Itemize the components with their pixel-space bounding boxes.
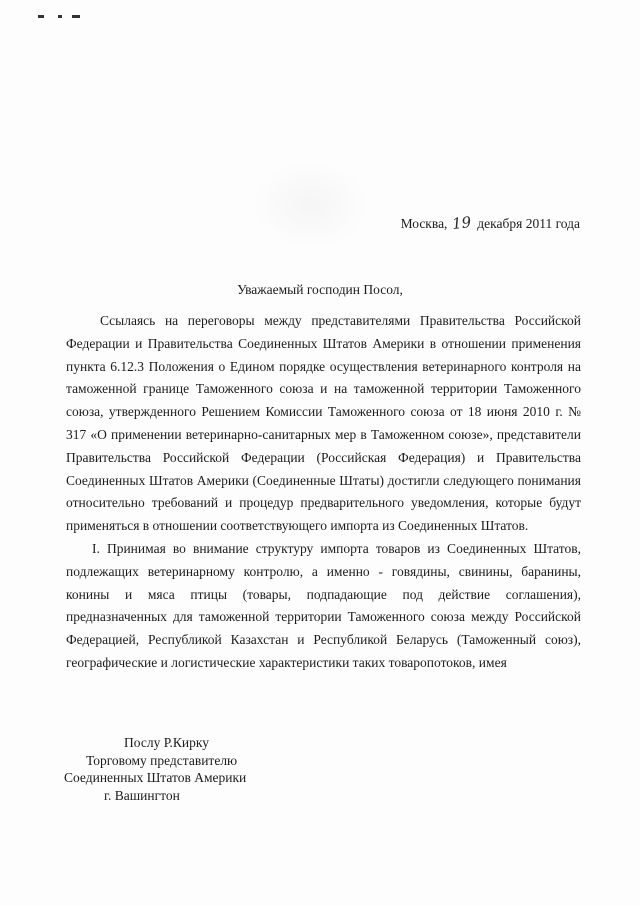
addressee-title: Торговому представителю [86,752,238,768]
salutation: Уважаемый господин Посол, [237,282,403,297]
date-suffix: декабря 2011 года [477,216,580,231]
addressee-block [64,734,246,804]
paragraph-intro: Ссылаясь на переговоры между представителями Правительства Российской Федерации и Правительства Соединенных Штатов Америки в отношении применения пункта 6.12.3 Положения о Едином порядке осуществления ветеринарного контроля на таможенной границе Таможенного союза и на таможенной территории Таможенного союза, утвержденного Решением Комиссии Таможенного союза от 18 июня 2010 г. № 317 «О применении ветеринарно-санитарных мер в Таможенном союзе», представители Правительства Российской Федерации (Российская Федерация) и Правительства Соединенных Штатов Америки (Соединенные Штаты) достигли следующего понимания относительно требований и процедур предварительного уведомления, которые будут применяться в отношении соответствующего импорта из Соединенных Штатов. [66,313,581,534]
paragraph-section-1: I. Принимая во внимание структуру импорта товаров из Соединенных Штатов, подлежащих ветеринарному контролю, а именно - говядины, свинины, баранины, конины и мяса птицы (товары, подпадающие под действие соглашения), предназначенных для таможенной территории Таможенного союза между Российской Федерацией, Республикой Казахстан и Республикой Беларусь (Таможенный союз), географические и логистические характеристики таких товаропотоков, имея [66,540,581,670]
addressee-name: Послу Р.Кирку [124,735,209,750]
addressee-city: г. Вашингтон [104,787,180,803]
date-prefix: Москва, [400,216,448,231]
handwritten-day: 19 [450,213,472,233]
date-line [401,214,580,232]
scan-corner-mark [38,15,82,18]
addressee-country: Соединенных Штатов Америки [64,770,247,785]
scan-artifact [250,160,370,250]
letter-body [66,310,581,675]
